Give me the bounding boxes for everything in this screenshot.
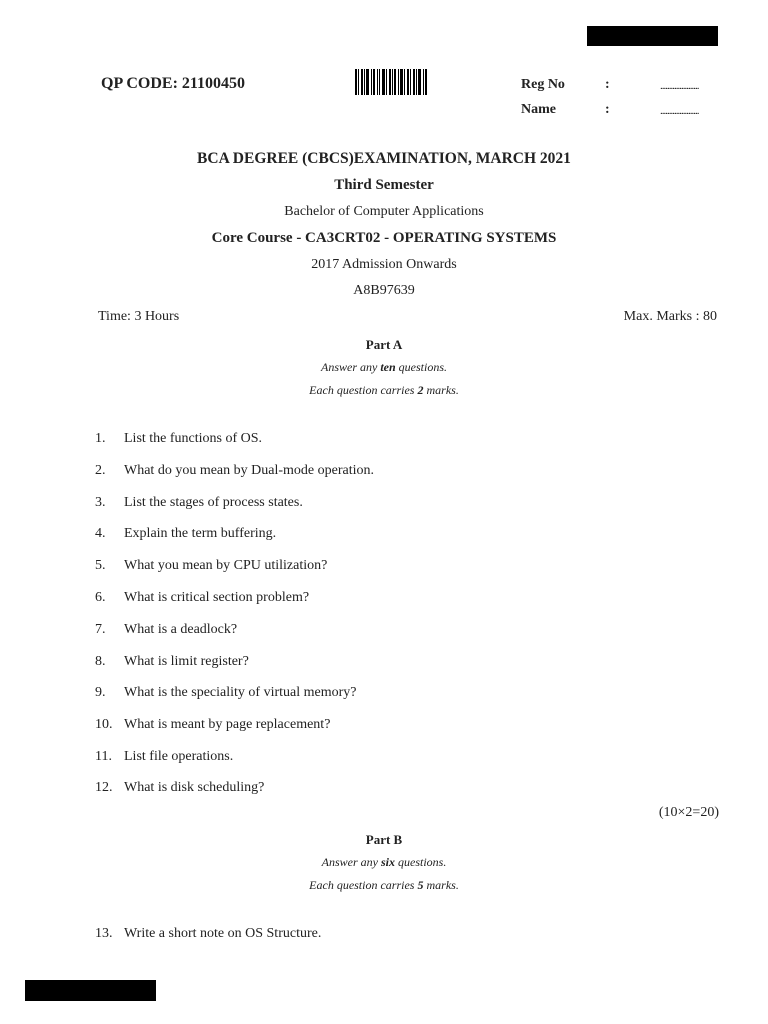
part-b-instruction-2: Each question carries 5 marks. [309,878,459,892]
question-number: 2. [95,463,106,478]
reg-no-colon: : [605,77,610,92]
question-number: 7. [95,622,106,637]
question-number: 6. [95,590,106,605]
question-number: 9. [95,685,106,700]
question-number: 11. [95,749,112,764]
name-colon: : [605,102,610,117]
part-a-marks-summary: (10×2=20) [658,805,719,820]
question-number: 8. [95,654,106,669]
exam-programme: Bachelor of Computer Applications [284,204,484,219]
exam-time: Time: 3 Hours [98,309,180,324]
name-label: Name [521,102,556,117]
question-number: 3. [95,495,106,510]
exam-code: A8B97639 [353,283,415,298]
question-number: 10. [95,717,113,732]
exam-title: BCA DEGREE (CBCS)EXAMINATION, MARCH 2021 [197,150,571,167]
question-number: 5. [95,558,106,573]
question-text: What you mean by CPU utilization? [124,558,328,573]
question-number: 13. [95,926,113,941]
exam-course: Core Course - CA3CRT02 - OPERATING SYSTEMS [211,230,557,246]
question-text: What is a deadlock? [124,622,238,637]
question-text: Explain the term buffering. [124,526,277,541]
reg-no-label: Reg No [521,77,565,92]
question-text: Write a short note on OS Structure. [124,926,322,941]
name-field: ...................... [660,105,699,117]
question-text: List the stages of process states. [124,495,303,510]
question-text: What is limit register? [124,654,249,669]
exam-admission: 2017 Admission Onwards [311,257,457,272]
exam-max-marks: Max. Marks : 80 [623,309,717,324]
question-text: What is critical section problem? [124,590,310,605]
part-a-instruction-2: Each question carries 2 marks. [309,383,459,397]
question-number: 4. [95,526,106,541]
question-text: What is meant by page replacement? [124,717,331,732]
part-a-instruction-1: Answer any ten questions. [320,360,447,374]
redacted-block-bottom [25,980,156,1001]
question-number: 1. [95,431,106,446]
qp-code: QP CODE: 21100450 [101,75,246,92]
reg-no-field: ...................... [660,80,699,92]
question-text: List the functions of OS. [124,431,263,446]
question-text: What is the speciality of virtual memory? [124,685,357,700]
exam-semester: Third Semester [334,177,434,193]
question-text: What do you mean by Dual-mode operation. [124,463,374,478]
question-text: What is disk scheduling? [124,780,265,795]
question-number: 12. [95,780,113,795]
part-b-title: Part B [365,832,403,847]
barcode-icon [355,69,429,95]
part-a-title: Part A [365,337,403,352]
part-b-instruction-1: Answer any six questions. [321,855,447,869]
question-text: List file operations. [124,749,234,764]
redacted-block-top [587,26,718,46]
